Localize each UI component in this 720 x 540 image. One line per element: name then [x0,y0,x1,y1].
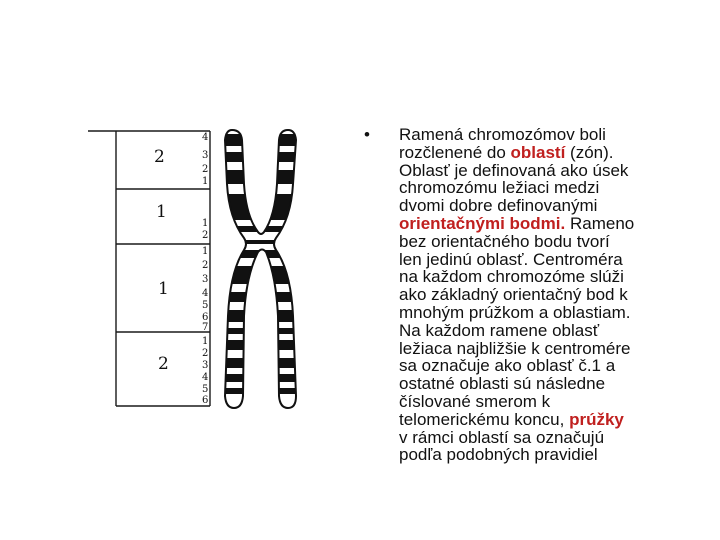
band-label: 2 [202,164,209,175]
band-label: 1 [202,336,209,347]
band-label: 5 [202,384,209,395]
highlighted-term: prúžky [569,409,624,429]
text-line [399,375,694,393]
text-line [399,268,694,286]
text-line [399,179,694,197]
text-segment: v rámci oblastí sa označujú [399,427,605,447]
text-line [399,233,694,251]
band-label: 1 [202,246,209,257]
band-labels [202,132,208,406]
text-line [399,446,694,464]
region-label: 1 [156,202,167,222]
text-line [399,340,694,358]
band-label: 2 [202,348,209,359]
region-grid [88,131,210,406]
text-line [399,304,694,322]
text-segment: Na každom ramene oblasť [399,320,600,340]
text-segment: Oblasť je definovaná ako úsek [399,160,629,180]
text-segment: rozčlenené do [399,142,511,162]
text-line [399,126,694,144]
chromosome-diagram-svg [86,126,306,412]
region-label: 2 [154,147,165,167]
band-label: 2 [202,260,209,271]
text-segment: len jedinú oblasť. Centroméra [399,249,623,269]
chromosome-diagram [86,126,306,412]
band-label: 4 [202,132,209,143]
bullet-text-block [364,126,694,464]
text-segment: sa označuje ako oblasť č.1 a [399,356,616,376]
text-line [399,162,694,180]
text-segment: číslované smerom k [399,391,551,411]
band-label: 4 [202,288,209,299]
text-segment: (zón). [565,142,614,162]
text-line [399,286,694,304]
text-segment: chromozómu ležiaci medzi [399,178,600,198]
text-segment: ako základný orientačný bod k [399,285,628,305]
text-segment: bez orientačného bodu tvorí [399,231,610,251]
band-label: 3 [202,360,209,371]
text-line [399,251,694,269]
text-segment: Ramená chromozómov boli [399,125,606,144]
text-line [399,393,694,411]
text-segment: telomerickému koncu, [399,409,570,429]
band-label: 6 [202,312,209,323]
text-line [399,322,694,340]
text-segment: na každom chromozóme slúži [399,267,624,287]
text-line [399,411,694,429]
band-label: 6 [202,395,209,406]
band-label: 1 [202,176,209,187]
bullet-paragraph [399,126,694,464]
bullet-icon: • [364,125,370,144]
text-line [399,197,694,215]
band-label: 3 [202,274,209,285]
text-line [399,357,694,375]
band-label: 1 [202,218,209,229]
band-label: 2 [202,230,209,241]
text-segment: mnohým prúžkom a oblastiam. [399,302,631,322]
highlighted-term: orientačnými bodmi. [399,213,566,233]
region-label: 1 [158,279,169,299]
chromosome-body [216,126,306,412]
text-segment: ležiaca najbližšie k centromére [399,338,631,358]
region-label: 2 [158,354,169,374]
text-line [399,144,694,162]
text-line [399,429,694,447]
highlighted-term: oblastí [510,142,566,162]
band-label: 7 [202,322,209,333]
text-segment: Rameno [565,213,635,233]
band-label: 4 [202,372,209,383]
text-segment: dvomi dobre definovanými [399,196,598,216]
band-label: 5 [202,300,209,311]
band-label: 3 [202,150,209,161]
text-segment: podľa podobných pravidiel [399,445,598,465]
text-line [399,215,694,233]
text-segment: ostatné oblasti sú následne [399,374,606,394]
